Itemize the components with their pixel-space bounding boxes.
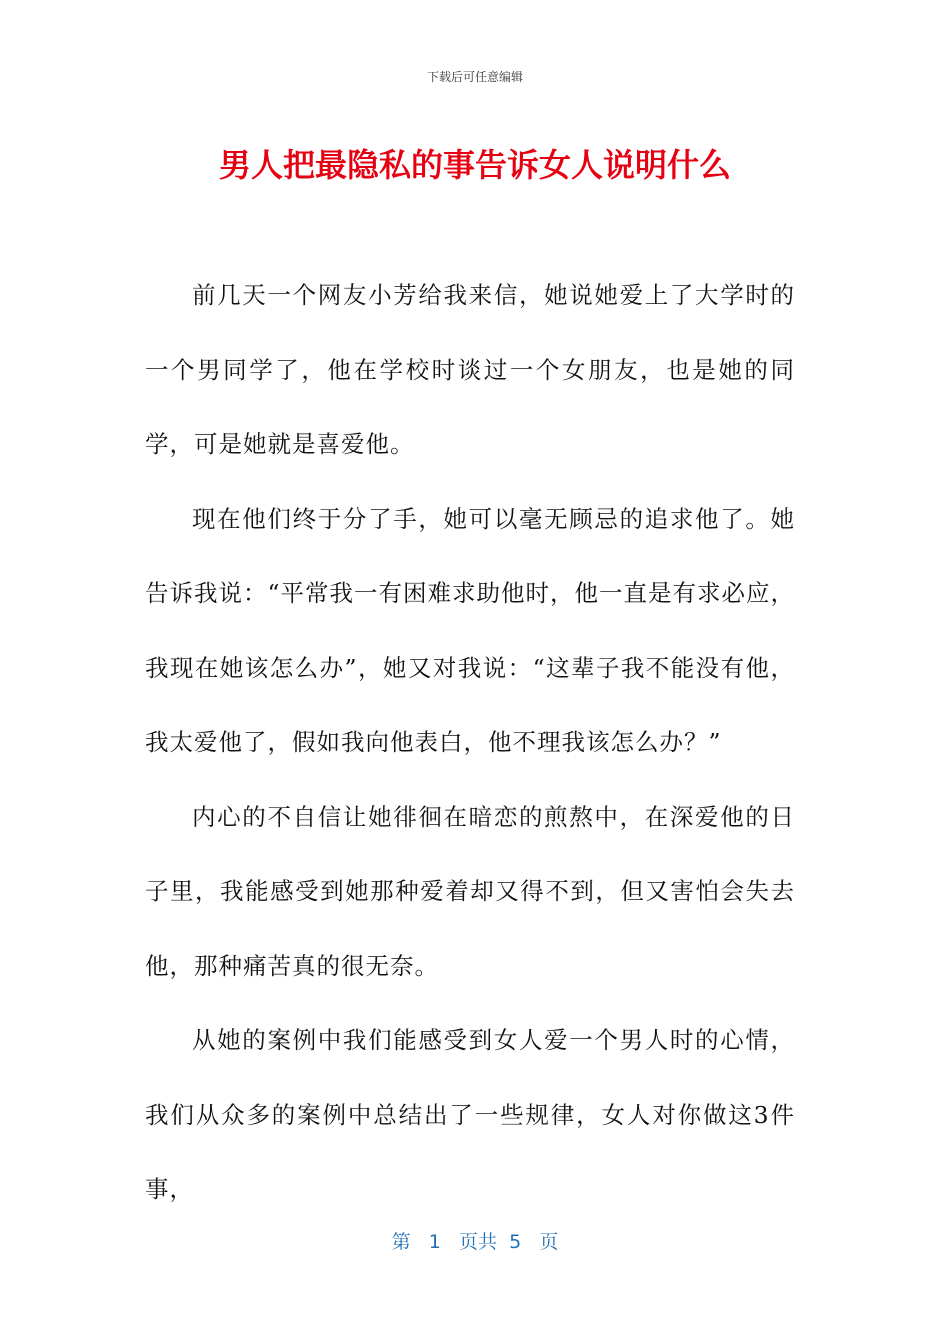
paragraph: 前几天一个网友小芳给我来信，她说她爱上了大学时的一个男同学了，他在学校时谈过一个女朋友，也是她的同学，可是她就是喜爱他。 — [145, 281, 795, 458]
document-body — [145, 258, 795, 1227]
header-note: 下载后可任意编辑 — [426, 70, 523, 84]
paragraph: 内心的不自信让她徘徊在暗恋的煎熬中，在深爱他的日子里，我能感受到她那种爱着却又得不到，但又害怕会失去他，那种痛苦真的很无奈。 — [145, 802, 795, 980]
footer-suffix: 页 — [539, 1231, 559, 1253]
paragraph: 现在他们终于分了手，她可以毫无顾忌的追求他了。她告诉我说：“平常我一有困难求助他时，他一直是有求必应，我现在她该怎么办”，她又对我说：“这辈子我不能没有他，我太爱他了，假如我向他表白，他不理我该怎么办？” — [145, 504, 796, 756]
footer-total-pages: 5 — [509, 1231, 522, 1253]
page-footer — [0, 1227, 950, 1254]
document-title: 男人把最隐私的事告诉女人说明什么 — [218, 146, 731, 184]
footer-page-number: 1 — [428, 1231, 441, 1253]
footer-prefix: 第 — [391, 1231, 411, 1253]
footer-middle: 页共 — [459, 1231, 498, 1253]
paragraph: 从她的案例中我们能感受到女人爱一个男人时的心情，我们从众多的案例中总结出了一些规律，女人对你做这3件事， — [145, 1026, 795, 1203]
